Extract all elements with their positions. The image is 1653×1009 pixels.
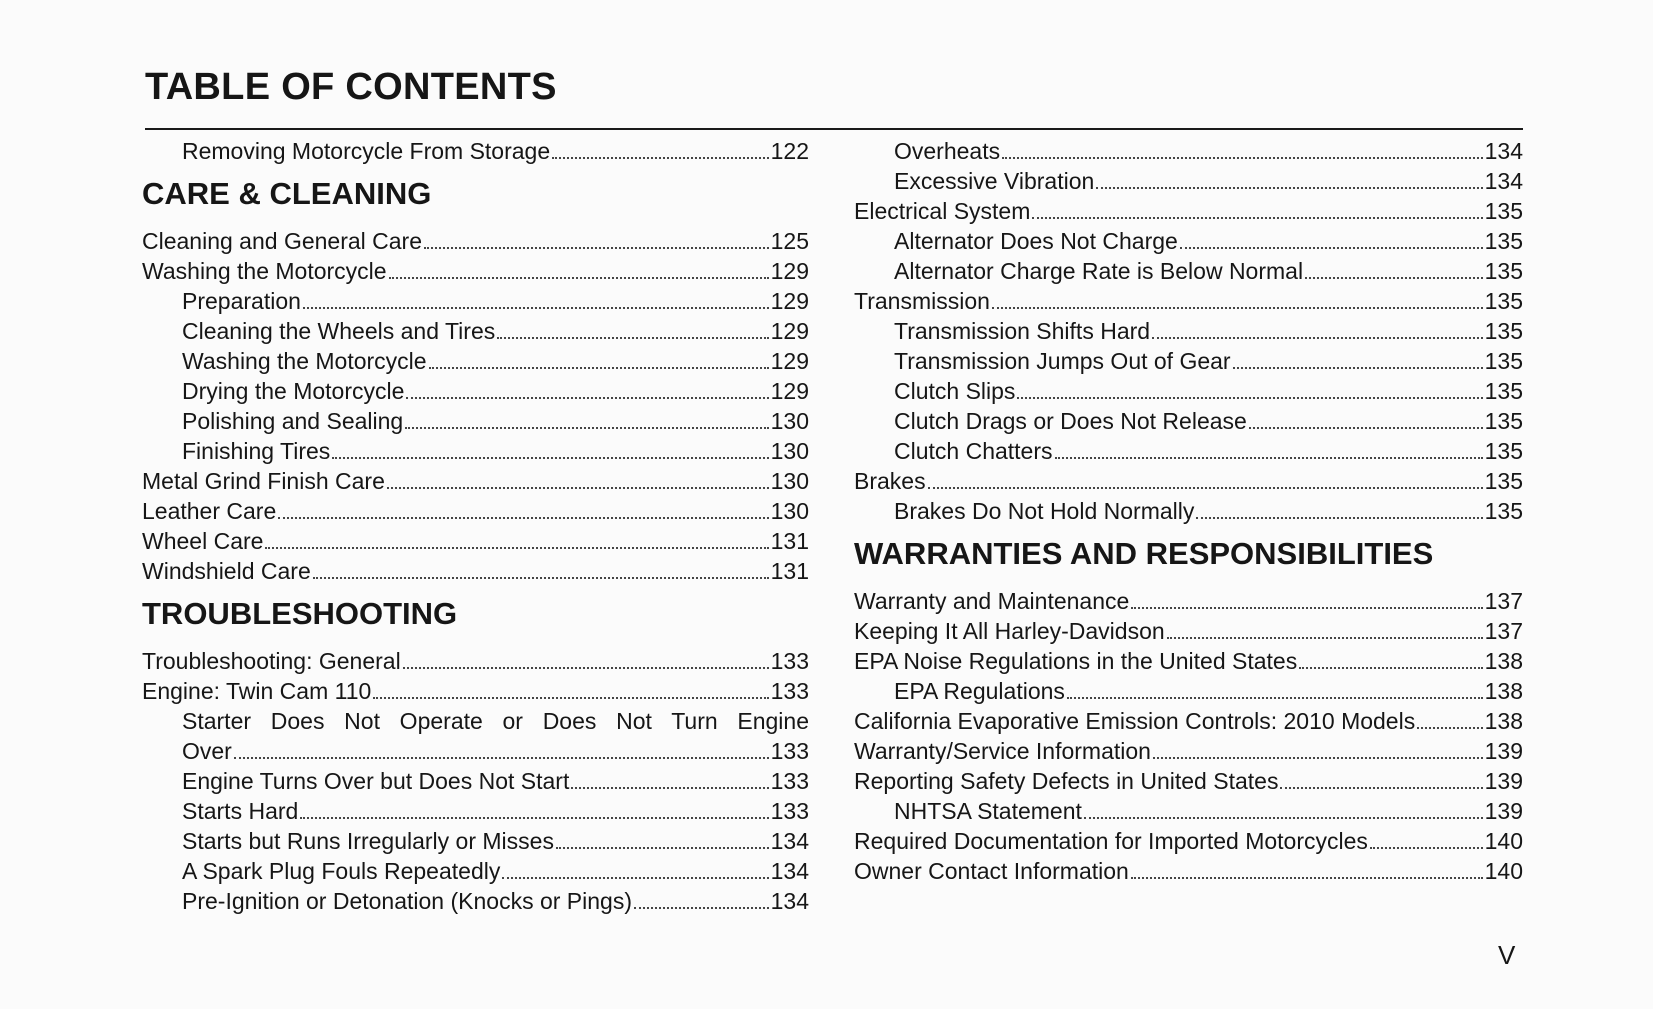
toc-entry[interactable] xyxy=(854,496,1523,526)
toc-entry-page: 135 xyxy=(1484,318,1523,344)
toc-entry-label: Brakes xyxy=(854,468,926,494)
toc-entry-label: Finishing Tires xyxy=(182,438,331,464)
section-heading: TROUBLESHOOTING xyxy=(142,596,458,631)
toc-entry-page: 137 xyxy=(1484,588,1523,614)
toc-entry-page: 130 xyxy=(770,468,809,494)
toc-entry[interactable] xyxy=(142,316,809,346)
toc-entry-page: 135 xyxy=(1484,348,1523,374)
toc-entry-page: 138 xyxy=(1484,648,1523,674)
toc-entry-label: Clutch Chatters xyxy=(894,438,1053,464)
toc-entry-label: NHTSA Statement xyxy=(894,798,1082,824)
toc-entry-page: 122 xyxy=(770,138,809,164)
dot-leader xyxy=(300,817,768,819)
toc-entry-label: Pre-Ignition or Detonation (Knocks or Pings) xyxy=(182,888,632,914)
toc-entry-label: Engine Turns Over but Does Not Start xyxy=(182,768,570,794)
toc-entry-page: 137 xyxy=(1484,618,1523,644)
toc-entry-page: 129 xyxy=(770,288,809,314)
dot-leader xyxy=(1180,247,1483,249)
toc-entry-page: 134 xyxy=(770,828,809,854)
page-title: TABLE OF CONTENTS xyxy=(145,66,557,108)
dot-leader xyxy=(1002,157,1483,159)
dot-leader xyxy=(1152,337,1483,339)
dot-leader xyxy=(1067,697,1483,699)
toc-entry[interactable] xyxy=(854,436,1523,466)
toc-entry[interactable] xyxy=(854,316,1523,346)
dot-leader xyxy=(389,277,769,279)
toc-entry-label: Overheats xyxy=(894,138,1001,164)
toc-entry-label-line[interactable]: Starter Does Not Operate or Does Not Turn Engine xyxy=(182,708,809,734)
toc-entry-page: 139 xyxy=(1484,738,1523,764)
toc-entry-page: 131 xyxy=(770,528,809,554)
toc-entry[interactable] xyxy=(142,376,809,406)
toc-entry-label: A Spark Plug Fouls Repeatedly xyxy=(182,858,501,884)
toc-entry-label: Over xyxy=(182,738,232,764)
toc-entry-label: Removing Motorcycle From Storage xyxy=(182,138,551,164)
dot-leader xyxy=(332,457,768,459)
toc-entry[interactable] xyxy=(854,586,1523,616)
toc-entry[interactable] xyxy=(854,406,1523,436)
dot-leader xyxy=(1096,187,1482,189)
dot-leader xyxy=(1305,277,1483,279)
toc-entry-label: EPA Regulations xyxy=(894,678,1065,704)
dot-leader xyxy=(1084,817,1483,819)
dot-leader xyxy=(1249,427,1483,429)
toc-entry[interactable] xyxy=(142,406,809,436)
toc-entry-label: Cleaning the Wheels and Tires xyxy=(182,318,496,344)
toc-entry-label: Leather Care xyxy=(142,498,277,524)
dot-leader xyxy=(1370,847,1483,849)
toc-entry-label: California Evaporative Emission Controls: 2010 Models xyxy=(854,708,1416,734)
toc-entry-label: Clutch Slips xyxy=(894,378,1016,404)
toc-entry[interactable] xyxy=(142,526,809,556)
toc-entry[interactable] xyxy=(142,346,809,376)
toc-entry-label: Washing the Motorcycle xyxy=(142,258,387,284)
toc-entry[interactable] xyxy=(854,376,1523,406)
toc-entry[interactable] xyxy=(854,196,1523,226)
toc-entry-page: 138 xyxy=(1484,708,1523,734)
toc-entry-page: 135 xyxy=(1484,258,1523,284)
toc-entry-page: 131 xyxy=(770,558,809,584)
toc-entry[interactable] xyxy=(854,346,1523,376)
toc-entry-label: EPA Noise Regulations in the United States xyxy=(854,648,1298,674)
dot-leader xyxy=(1153,757,1483,759)
toc-entry[interactable] xyxy=(142,796,809,826)
toc-entry-page: 135 xyxy=(1484,408,1523,434)
toc-entry-page: 139 xyxy=(1484,798,1523,824)
toc-entry-label: Cleaning and General Care xyxy=(142,228,423,254)
dot-leader xyxy=(429,367,769,369)
dot-leader xyxy=(1167,637,1483,639)
toc-entry[interactable] xyxy=(142,256,809,286)
toc-entry-page: 133 xyxy=(770,648,809,674)
dot-leader xyxy=(424,247,769,249)
dot-leader xyxy=(265,547,768,549)
toc-entry-page: 134 xyxy=(770,858,809,884)
toc-entry[interactable] xyxy=(854,736,1523,766)
dot-leader xyxy=(497,337,768,339)
toc-entry[interactable] xyxy=(854,226,1523,256)
dot-leader xyxy=(1280,787,1482,789)
toc-entry-page: 135 xyxy=(1484,288,1523,314)
toc-entry-label: Metal Grind Finish Care xyxy=(142,468,385,494)
toc-entry-label: Alternator Does Not Charge xyxy=(894,228,1178,254)
page-number: V xyxy=(1498,940,1516,970)
toc-entry-page: 125 xyxy=(770,228,809,254)
dot-leader xyxy=(373,697,768,699)
dot-leader xyxy=(405,427,768,429)
toc-entry-label: Clutch Drags or Does Not Release xyxy=(894,408,1247,434)
toc-entry[interactable] xyxy=(142,646,809,676)
toc-entry-page: 129 xyxy=(770,348,809,374)
toc-entry[interactable] xyxy=(854,166,1523,196)
toc-entry-label: Transmission Shifts Hard xyxy=(894,318,1151,344)
toc-entry-label: Owner Contact Information xyxy=(854,858,1129,884)
toc-entry[interactable] xyxy=(142,736,809,766)
dot-leader xyxy=(403,667,769,669)
toc-entry-page: 135 xyxy=(1484,438,1523,464)
toc-entry-page: 129 xyxy=(770,378,809,404)
dot-leader xyxy=(1233,367,1483,369)
toc-entry[interactable] xyxy=(142,886,809,916)
toc-entry-label: Electrical System xyxy=(854,198,1031,224)
dot-leader xyxy=(1131,607,1482,609)
dot-leader xyxy=(313,577,769,579)
toc-entry[interactable] xyxy=(142,136,809,166)
toc-entry-label: Troubleshooting: General xyxy=(142,648,401,674)
toc-entry[interactable] xyxy=(142,556,809,586)
toc-entry-label: Drying the Motorcycle xyxy=(182,378,405,404)
dot-leader xyxy=(928,487,1483,489)
dot-leader xyxy=(552,157,769,159)
toc-entry-label: Windshield Care xyxy=(142,558,311,584)
toc-entry[interactable] xyxy=(854,766,1523,796)
dot-leader xyxy=(992,307,1483,309)
toc-entry-label: Excessive Vibration xyxy=(894,168,1095,194)
toc-entry-label: Polishing and Sealing xyxy=(182,408,404,434)
toc-entry-label: Required Documentation for Imported Motorcycles xyxy=(854,828,1368,854)
toc-entry-page: 135 xyxy=(1484,468,1523,494)
toc-entry-page: 129 xyxy=(770,258,809,284)
dot-leader xyxy=(234,757,769,759)
dot-leader xyxy=(1055,457,1483,459)
toc-entry-label: Transmission Jumps Out of Gear xyxy=(894,348,1231,374)
toc-entry-page: 135 xyxy=(1484,198,1523,224)
toc-entry[interactable] xyxy=(142,766,809,796)
toc-entry[interactable] xyxy=(142,286,809,316)
toc-entry[interactable] xyxy=(854,796,1523,826)
toc-column-left xyxy=(142,136,809,916)
toc-entry[interactable] xyxy=(854,646,1523,676)
section-heading: WARRANTIES AND RESPONSIBILITIES xyxy=(854,536,1434,571)
dot-leader xyxy=(1032,217,1482,219)
toc-column-right xyxy=(854,136,1523,886)
toc-entry-label: Reporting Safety Defects in United States xyxy=(854,768,1279,794)
toc-entry-label: Warranty and Maintenance xyxy=(854,588,1130,614)
dot-leader xyxy=(571,787,768,789)
dot-leader xyxy=(1017,397,1482,399)
toc-entry[interactable] xyxy=(142,856,809,886)
toc-entry-page: 133 xyxy=(770,798,809,824)
toc-entry[interactable] xyxy=(854,286,1523,316)
toc-entry-page: 129 xyxy=(770,318,809,344)
toc-entry[interactable] xyxy=(854,466,1523,496)
section-heading: CARE & CLEANING xyxy=(142,176,432,211)
toc-entry[interactable] xyxy=(854,256,1523,286)
toc-entry-page: 133 xyxy=(770,768,809,794)
toc-entry-label: Wheel Care xyxy=(142,528,264,554)
dot-leader xyxy=(634,907,769,909)
toc-entry-label: Washing the Motorcycle xyxy=(182,348,427,374)
toc-entry-page: 134 xyxy=(1484,138,1523,164)
toc-entry[interactable] xyxy=(854,826,1523,856)
toc-entry-page: 134 xyxy=(770,888,809,914)
dot-leader xyxy=(303,307,769,309)
toc-entry-label: Transmission xyxy=(854,288,990,314)
toc-entry-page: 130 xyxy=(770,498,809,524)
toc-entry-label: Preparation xyxy=(182,288,301,314)
toc-entry-label: Alternator Charge Rate is Below Normal xyxy=(894,258,1304,284)
toc-entry[interactable] xyxy=(854,676,1523,706)
toc-entry-page: 139 xyxy=(1484,768,1523,794)
toc-entry-page: 130 xyxy=(770,408,809,434)
dot-leader xyxy=(1196,517,1482,519)
toc-entry-page: 133 xyxy=(770,678,809,704)
toc-entry[interactable] xyxy=(142,676,809,706)
toc-entry-label: Starts Hard xyxy=(182,798,299,824)
toc-entry[interactable] xyxy=(854,616,1523,646)
toc-entry-page: 135 xyxy=(1484,228,1523,254)
toc-entry[interactable] xyxy=(142,496,809,526)
dot-leader xyxy=(556,847,769,849)
toc-entry-page: 130 xyxy=(770,438,809,464)
dot-leader xyxy=(1299,667,1482,669)
toc-entry-label: Keeping It All Harley-Davidson xyxy=(854,618,1165,644)
dot-leader xyxy=(1131,877,1483,879)
dot-leader xyxy=(1417,727,1482,729)
dot-leader xyxy=(502,877,768,879)
toc-entry-label: Starts but Runs Irregularly or Misses xyxy=(182,828,554,854)
toc-entry-page: 138 xyxy=(1484,678,1523,704)
dot-leader xyxy=(278,517,768,519)
toc-entry[interactable] xyxy=(142,826,809,856)
toc-entry-page: 140 xyxy=(1484,828,1523,854)
toc-entry[interactable] xyxy=(854,706,1523,736)
toc-entry[interactable] xyxy=(854,856,1523,886)
dot-leader xyxy=(387,487,769,489)
title-rule xyxy=(145,128,1523,130)
toc-entry-label: Engine: Twin Cam 110 xyxy=(142,678,372,704)
toc-entry-page: 134 xyxy=(1484,168,1523,194)
toc-entry-label: Brakes Do Not Hold Normally xyxy=(894,498,1195,524)
toc-entry-page: 140 xyxy=(1484,858,1523,884)
toc-entry[interactable] xyxy=(142,466,809,496)
toc-entry-page: 133 xyxy=(770,738,809,764)
toc-entry-label: Warranty/Service Information xyxy=(854,738,1151,764)
toc-entry[interactable] xyxy=(142,436,809,466)
toc-entry-page: 135 xyxy=(1484,378,1523,404)
toc-entry-page: 135 xyxy=(1484,498,1523,524)
dot-leader xyxy=(406,397,768,399)
toc-entry[interactable] xyxy=(142,226,809,256)
toc-entry[interactable] xyxy=(854,136,1523,166)
